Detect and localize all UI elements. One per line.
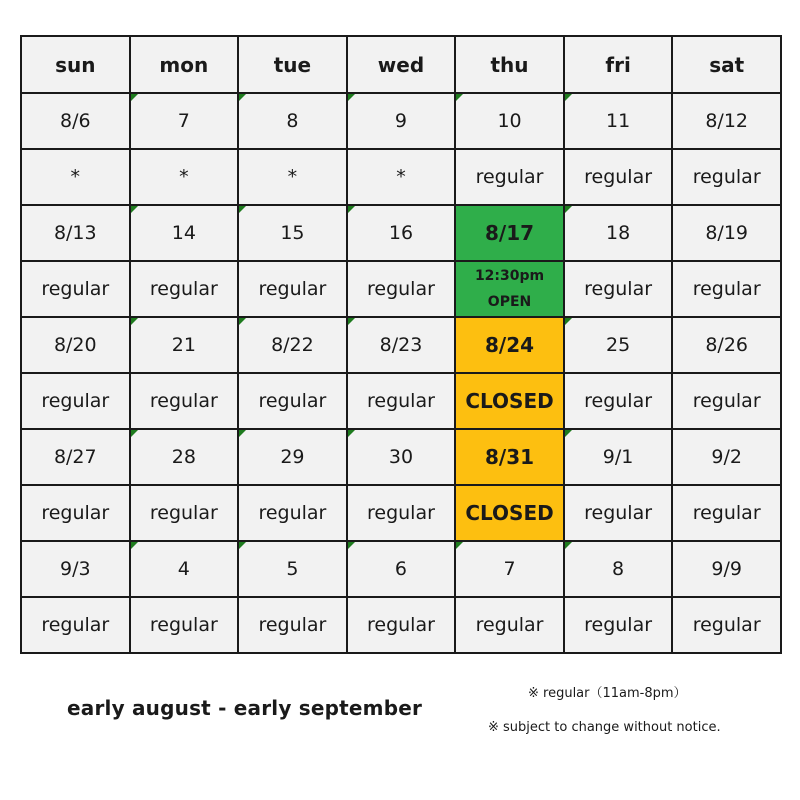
status-cell: regular [347,261,456,317]
weekday-header-row [21,36,781,93]
status-row [21,149,781,205]
date-cell: 8/23 [347,317,456,373]
date-cell: 8/20 [21,317,130,373]
status-cell: regular [238,485,347,541]
date-cell: 6 [347,541,456,597]
date-cell: 14 [130,205,239,261]
date-row [21,429,781,485]
status-cell: regular [130,485,239,541]
weekday-header-mon: mon [130,36,239,93]
date-row [21,541,781,597]
date-row [21,317,781,373]
date-cell: 8 [238,93,347,149]
status-cell: regular [564,373,673,429]
date-cell: 18 [564,205,673,261]
date-cell: 9/9 [672,541,781,597]
weekday-header-sun: sun [21,36,130,93]
status-cell: regular [130,261,239,317]
status-cell: regular [672,597,781,653]
status-cell: CLOSED [455,373,564,429]
status-cell: * [130,149,239,205]
status-row [21,373,781,429]
status-cell: regular [347,485,456,541]
status-cell: regular [672,149,781,205]
date-cell: 8/22 [238,317,347,373]
date-cell: 8/12 [672,93,781,149]
date-cell: 7 [130,93,239,149]
weekday-header-fri: fri [564,36,673,93]
weekday-header-sat: sat [672,36,781,93]
status-cell: * [238,149,347,205]
date-cell: 8/19 [672,205,781,261]
status-cell: regular [347,373,456,429]
date-cell: 8/27 [21,429,130,485]
date-cell: 9/3 [21,541,130,597]
status-cell: regular [21,373,130,429]
status-cell: regular [564,597,673,653]
status-cell: regular [347,597,456,653]
regular-hours-note: ※ regular（11am-8pm） [528,686,687,701]
status-cell: regular [564,261,673,317]
date-cell: 9 [347,93,456,149]
status-line: 12:30pm [474,268,545,284]
status-cell: regular [21,485,130,541]
date-row [21,93,781,149]
status-cell: regular [672,373,781,429]
status-cell: regular [238,373,347,429]
status-cell: regular [21,261,130,317]
date-cell: 15 [238,205,347,261]
weekday-header-tue: tue [238,36,347,93]
date-cell: 5 [238,541,347,597]
date-cell: 8/26 [672,317,781,373]
date-cell: 8/24 [455,317,564,373]
calendar-body [21,93,781,653]
schedule-calendar [20,35,782,654]
status-line: OPEN [487,294,532,310]
date-range-title: early august - early september [67,696,423,720]
status-cell: regular [455,149,564,205]
date-row [21,205,781,261]
status-cell: regular [21,597,130,653]
status-row [21,597,781,653]
weekday-header-thu: thu [455,36,564,93]
status-row [21,261,781,317]
status-cell: * [347,149,456,205]
status-cell: regular [672,485,781,541]
date-cell: 11 [564,93,673,149]
status-row [21,485,781,541]
status-cell [455,261,564,317]
date-cell: 9/2 [672,429,781,485]
status-cell: regular [130,373,239,429]
status-cell: CLOSED [455,485,564,541]
date-cell: 8/6 [21,93,130,149]
date-cell: 21 [130,317,239,373]
weekday-header-wed: wed [347,36,456,93]
status-cell: * [21,149,130,205]
status-cell: regular [564,485,673,541]
date-cell: 16 [347,205,456,261]
status-cell: regular [564,149,673,205]
date-cell: 10 [455,93,564,149]
date-cell: 30 [347,429,456,485]
date-cell: 8 [564,541,673,597]
date-cell: 8/13 [21,205,130,261]
status-cell: regular [238,597,347,653]
status-cell: regular [672,261,781,317]
date-cell: 25 [564,317,673,373]
change-notice: ※ subject to change without notice. [488,720,721,735]
date-cell: 28 [130,429,239,485]
date-cell: 9/1 [564,429,673,485]
status-cell: regular [238,261,347,317]
status-cell: regular [130,597,239,653]
date-cell: 4 [130,541,239,597]
date-cell: 7 [455,541,564,597]
status-cell: regular [455,597,564,653]
date-cell: 8/31 [455,429,564,485]
date-cell: 8/17 [455,205,564,261]
date-cell: 29 [238,429,347,485]
